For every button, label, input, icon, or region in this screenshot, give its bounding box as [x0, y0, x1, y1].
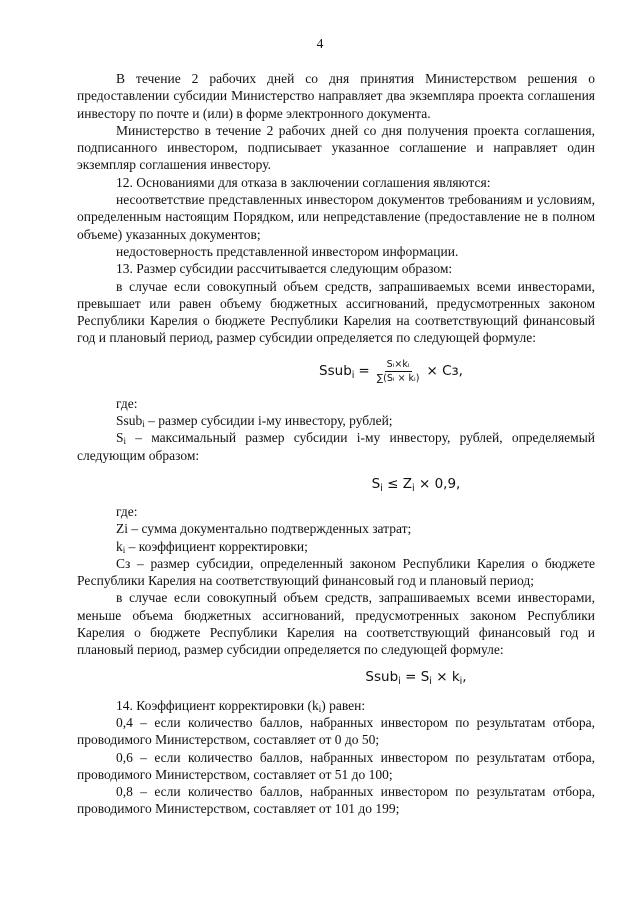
formula2-rhs: × 0,9, — [418, 475, 461, 492]
formula2-z: $Z_i$ — [402, 475, 415, 494]
paragraph-si-definition: Si – максимальный размер субсидии i-му инвестору, рублей, определяемый следующим образом: — [77, 430, 595, 463]
formula1-rhs: × Сз, — [426, 363, 463, 380]
formula-ssub-proportional — [77, 349, 595, 395]
paragraph-ki-definition: ki – коэффициент корректировки; — [116, 538, 308, 555]
paragraph-subsidy-calculation-heading: 13. Размер субсидии рассчитывается следующим образом: — [116, 261, 453, 277]
paragraph-refusal-ground-2: недостоверность представленной инвестором информации. — [116, 243, 459, 259]
paragraph-refusal-ground-1: несоответствие представленных инвестором документов требованиям и условиям, определенным настоящим Порядком, или непредставление (предоставление не в полном объеме) указанных документов; — [77, 192, 595, 242]
paragraph-case-exceeds: в случае если совокупный объем средств, запрашиваемых всеми инвесторами, превышает или равен объему бюджетных ассигнований, предусмотренных законом Республики Карелия о бюджете Республики Карелия на соответствующий финансовый год и плановый период, размер субсидии определяется по следующей формуле: — [77, 278, 595, 346]
paragraph-coefficient-0-8: 0,8 – если количество баллов, набранных инвестором по результатам отбора, проводимого Министерством, составляет от 101 до 199; — [77, 784, 595, 817]
formula1-fraction — [375, 359, 422, 384]
formula3-lhs: Ssub$_i$ — [365, 668, 401, 687]
formula2-operator: ≤ — [387, 475, 399, 492]
formula3-s: $S_i$ — [420, 668, 432, 687]
document-body — [77, 70, 595, 818]
paragraph-where-1: где: — [116, 395, 138, 411]
formula2-lhs: $S_i$ — [371, 475, 383, 494]
formula-si-limit — [77, 469, 595, 499]
paragraph-refusal-grounds-heading: 12. Основаниями для отказа в заключении соглашения являются: — [116, 174, 491, 190]
formula3-times: × — [436, 668, 448, 685]
formula-ssub-direct — [77, 663, 595, 691]
formula3-k: $k_i$, — [451, 668, 467, 687]
formula1-lhs: Ssub$_i$ — [319, 363, 355, 382]
paragraph-where-2: где: — [116, 503, 138, 519]
paragraph-case-less: в случае если совокупный объем средств, запрашиваемых всеми инвесторами, меньше объема бюджетных ассигнований, предусмотренных законом Республики Карелия о бюджете Республики Карелия на соответствующий финансовый год и плановый период, размер субсидии определяется по следующей формуле: — [77, 590, 595, 658]
paragraph-zi-definition: Zi – сумма документально подтвержденных затрат; — [116, 521, 412, 537]
paragraph-coefficient-0-6: 0,6 – если количество баллов, набранных инвестором по результатам отбора, проводимого Министерством, составляет от 51 до 100; — [77, 749, 595, 782]
formula3-equals: = — [405, 668, 417, 685]
paragraph-agreement-signing: Министерство в течение 2 рабочих дней со дня получения проекта соглашения, подписанного инвестором, подписывает указанное соглашение и направляет один экземпляр соглашения инвестору. — [77, 122, 595, 173]
formula1-denominator: ∑(Sᵢ × kᵢ) — [376, 373, 420, 385]
formula1-equals: = — [358, 363, 370, 380]
paragraph-coefficient-heading: 14. Коэффициент корректировки (ki) равен: — [116, 697, 366, 714]
paragraph-agreement-sending: В течение 2 рабочих дней со дня принятия Министерством решения о предоставлении субсидии Министерство направляет два экземпляра проекта соглашения инвестору по почте и (или) в форме электронного документа. — [77, 71, 595, 121]
paragraph-cz-definition: Сз – размер субсидии, определенный законом Республики Карелия о бюджете Республики Карелия на соответствующий финансовый год и плановый период; — [77, 555, 595, 589]
paragraph-ssub-definition: Ssubi – размер субсидии i-му инвестору, рублей; — [116, 413, 393, 430]
formula1-numerator: Sᵢ×kᵢ — [386, 359, 410, 371]
paragraph-coefficient-0-4: 0,4 – если количество баллов, набранных инвестором по результатам отбора, проводимого Министерством, составляет от 0 до 50; — [77, 714, 595, 748]
page-number: 4 — [316, 36, 324, 51]
